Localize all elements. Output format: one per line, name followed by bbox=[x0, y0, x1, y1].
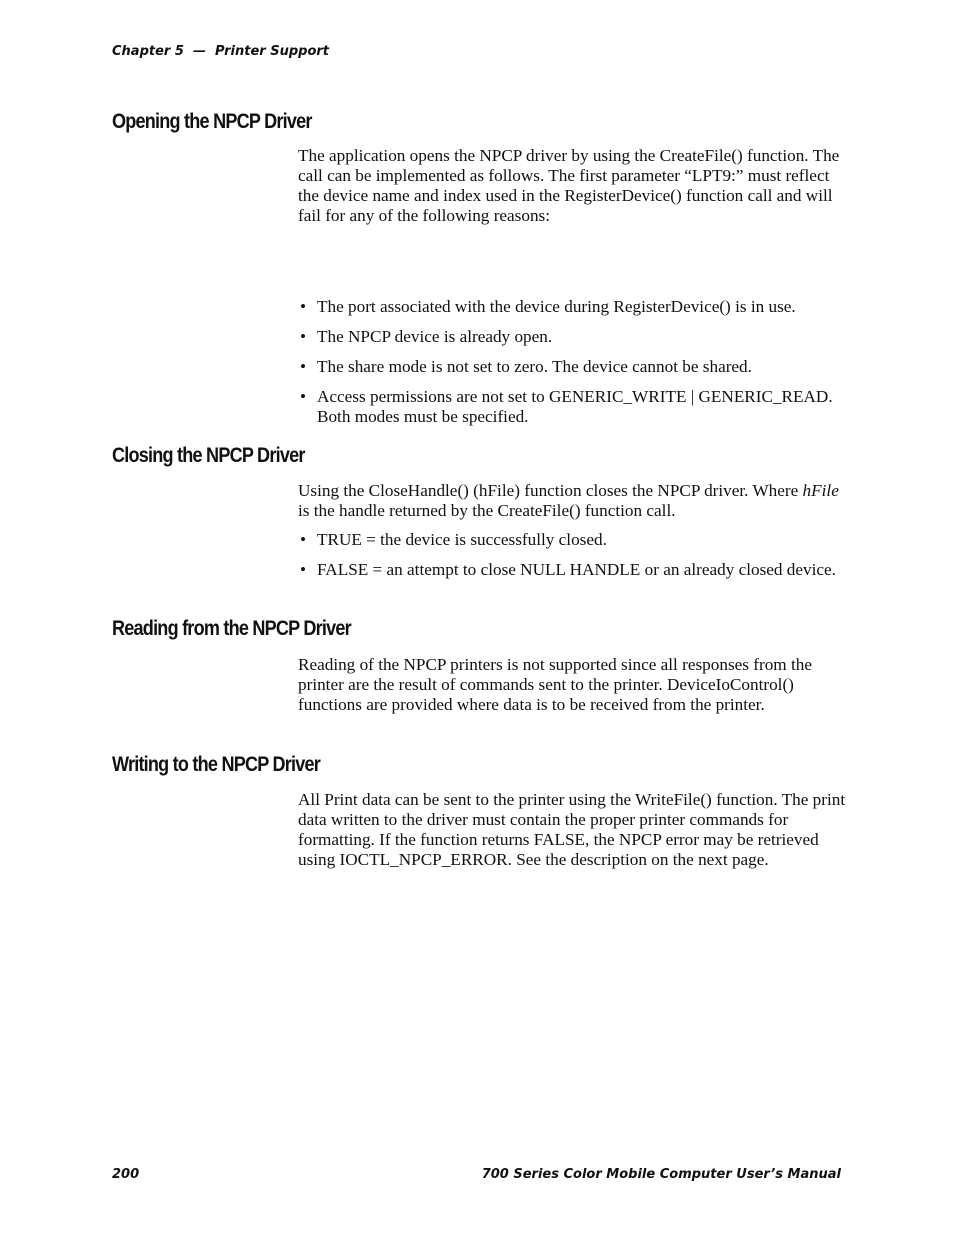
bullet-icon: • bbox=[300, 560, 307, 579]
list-item bbox=[298, 297, 843, 317]
bullet-icon: • bbox=[300, 387, 307, 406]
paragraph-closing-start: Using the CloseHandle() (hFile) function closes the NPCP driver. Where bbox=[298, 481, 803, 500]
list-item bbox=[298, 357, 843, 377]
running-header: Chapter 5 — Printer Support bbox=[112, 44, 329, 59]
paragraph-closing-italic: hFile bbox=[802, 481, 839, 500]
list-item bbox=[298, 560, 843, 580]
paragraph-closing bbox=[298, 481, 846, 521]
list-item-text: The port associated with the device during RegisterDevice() is in use. bbox=[317, 297, 796, 316]
bullet-icon: • bbox=[300, 530, 307, 549]
manual-title: 700 Series Color Mobile Computer User’s Manual bbox=[481, 1167, 841, 1182]
heading-opening: Opening the NPCP Driver bbox=[112, 110, 312, 133]
list-closing-returns bbox=[298, 530, 843, 590]
paragraph-reading bbox=[298, 655, 846, 715]
list-item bbox=[298, 387, 843, 427]
list-item-text: FALSE = an attempt to close NULL HANDLE or an already closed device. bbox=[317, 560, 836, 579]
paragraph-writing bbox=[298, 790, 846, 870]
paragraph-closing-end: is the handle returned by the CreateFile() function call. bbox=[298, 501, 676, 520]
heading-reading: Reading from the NPCP Driver bbox=[112, 617, 351, 640]
paragraph-opening bbox=[298, 146, 846, 226]
bullet-icon: • bbox=[300, 297, 307, 316]
paragraph-opening-text: The application opens the NPCP driver by using the CreateFile() function. The call can be implemented as follows. The first parameter “LPT9:” must reflect the device name and index used in the RegisterDevice() function call and will fail for any of the following reasons: bbox=[298, 146, 840, 225]
list-item-text: The share mode is not set to zero. The device cannot be shared. bbox=[317, 357, 752, 376]
bullet-icon: • bbox=[300, 327, 307, 346]
list-item bbox=[298, 327, 843, 347]
page-number: 200 bbox=[112, 1167, 140, 1182]
list-opening-failures bbox=[298, 297, 843, 437]
paragraph-writing-text: All Print data can be sent to the printer using the WriteFile() function. The print data written to the driver must contain the proper printer commands for formatting. If the function returns FALSE, the NPCP error may be retrieved using IOCTL_NPCP_ERROR. See the description on the next page. bbox=[298, 790, 846, 869]
heading-writing: Writing to the NPCP Driver bbox=[112, 753, 320, 776]
bullet-icon: • bbox=[300, 357, 307, 376]
list-item bbox=[298, 530, 843, 550]
paragraph-closing-text bbox=[298, 481, 846, 521]
list-item-text: Access permissions are not set to GENERIC_WRITE | GENERIC_READ. Both modes must be specified. bbox=[317, 387, 833, 426]
paragraph-reading-text: Reading of the NPCP printers is not supported since all responses from the printer are the result of commands sent to the printer. DeviceIoControl() functions are provided where data is to be received from the printer. bbox=[298, 655, 812, 714]
heading-closing: Closing the NPCP Driver bbox=[112, 444, 305, 467]
list-item-text: The NPCP device is already open. bbox=[317, 327, 553, 346]
list-item-text: TRUE = the device is successfully closed. bbox=[317, 530, 607, 549]
